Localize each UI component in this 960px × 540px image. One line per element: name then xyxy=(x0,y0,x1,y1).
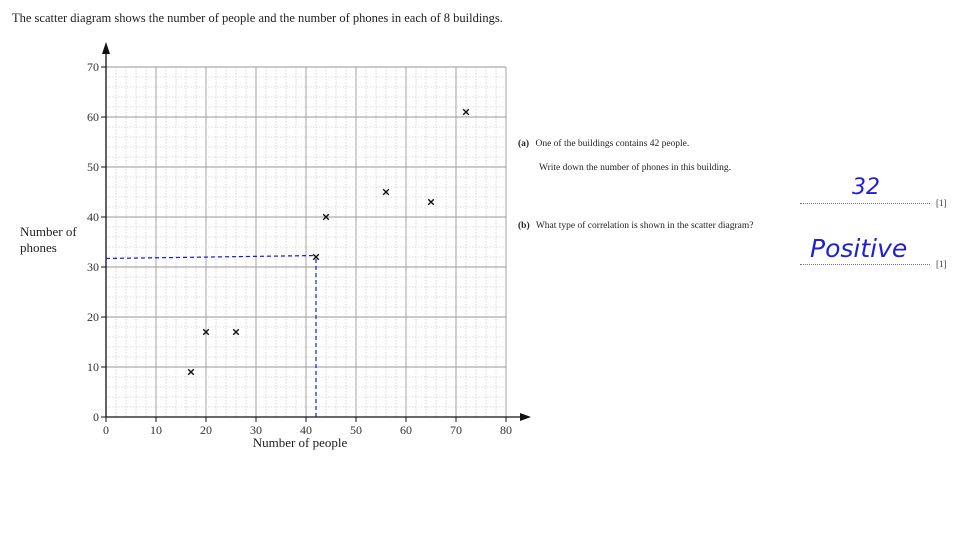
marks-a: [1] xyxy=(936,198,947,208)
y-tick-label: 70 xyxy=(87,60,99,74)
x-axis-arrow xyxy=(520,413,531,421)
x-tick-label: 50 xyxy=(350,423,362,437)
data-point xyxy=(428,199,434,205)
y-axis-title: Number of xyxy=(20,224,77,239)
y-tick-label: 0 xyxy=(93,410,99,424)
y-tick-label: 50 xyxy=(87,160,99,174)
y-tick-label: 40 xyxy=(87,210,99,224)
question-a-text: One of the buildings contains 42 people. xyxy=(535,139,690,149)
answer-b-line xyxy=(800,264,930,265)
y-axis-title: phones xyxy=(20,240,57,255)
x-axis-title: Number of people xyxy=(252,435,348,450)
question-a-subtext: Write down the number of phones in this building. xyxy=(539,163,731,173)
question-b xyxy=(518,221,753,231)
x-tick-label: 70 xyxy=(450,423,462,437)
x-tick-label: 40 xyxy=(300,423,312,437)
question-b-text: What type of correlation is shown in the scatter diagram? xyxy=(535,221,754,231)
x-tick-label: 0 xyxy=(103,423,109,437)
x-tick-label: 30 xyxy=(250,423,262,437)
question-a xyxy=(518,139,689,149)
y-tick-label: 60 xyxy=(87,110,99,124)
y-tick-label: 10 xyxy=(87,360,99,374)
y-axis-arrow xyxy=(102,42,110,54)
question-b-label: (b) xyxy=(518,221,530,231)
data-point xyxy=(233,329,239,335)
intro-text: The scatter diagram shows the number of people and the number of phones in each of 8 buildings. xyxy=(12,11,503,25)
x-tick-label: 10 xyxy=(150,423,162,437)
question-a-label: (a) xyxy=(518,139,530,149)
x-tick-label: 20 xyxy=(200,423,212,437)
answer-a: 32 xyxy=(852,175,880,200)
y-tick-label: 20 xyxy=(87,310,99,324)
marks-b: [1] xyxy=(936,259,947,269)
x-tick-label: 60 xyxy=(400,423,412,437)
answer-b: Positive xyxy=(810,234,908,263)
answer-a-line xyxy=(800,203,930,204)
data-point xyxy=(188,369,194,375)
y-tick-label: 30 xyxy=(87,260,99,274)
x-tick-label: 80 xyxy=(500,423,512,437)
